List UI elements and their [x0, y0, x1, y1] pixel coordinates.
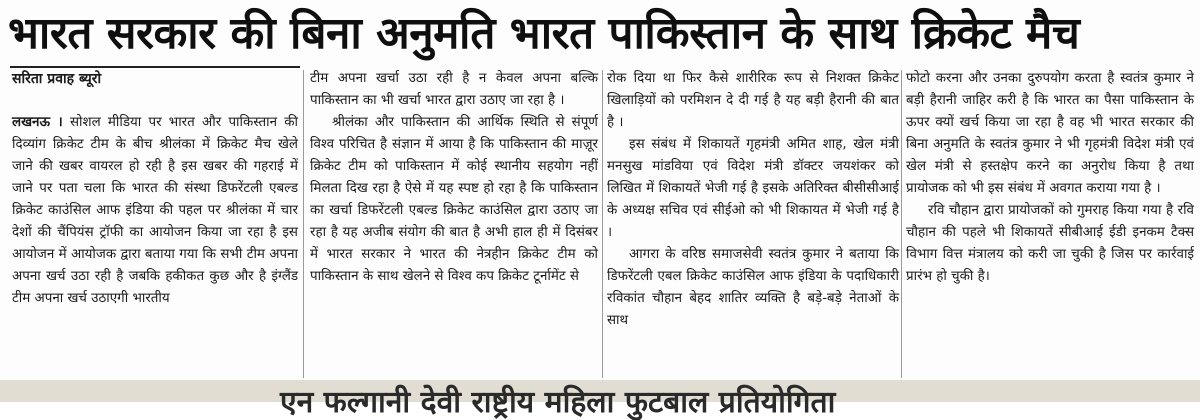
article-column-3 [607, 68, 899, 378]
article-paragraph [12, 112, 298, 310]
article-paragraph: टीम अपना खर्चा उठा रही है न केवल अपना बल्कि पाकिस्तान का भी खर्चा भारत द्वारा उठाए जा रहा है । [310, 71, 598, 108]
article-paragraph: आगरा के वरिष्ठ समाजसेवी स्वतंत्र कुमार ने बताया कि डिफरेंटली एबल क्रिकेट काउंसिल आफ इंडिया के पदाधिकारी रविकांत चौहान बेहद शातिर व्यक्ति है बड़े-बड़े नेताओं के साथ [607, 247, 899, 328]
next-article-band [0, 380, 1200, 420]
byline: सरिता प्रवाह ब्यूरो [12, 71, 102, 87]
article-paragraph: फोटो करना और उनका दुरुपयोग करता है स्वतंत्र कुमार ने बड़ी हैरानी जाहिर करी है कि भारत का पैसा पाकिस्तान के ऊपर क्यों खर्च किया जा रहा है वह भी भारत सरकार की बिना अनुमति के स्वतंत्र कुमार ने भी गृहमंत्री विदेश मंत्री एवं खेल मंत्री से हस्तक्षेप करने का अनुरोध किया है तथा प्रायोजक को भी इस संबंध में अवगत कराया गया है । [906, 71, 1194, 196]
article-paragraph: रोक दिया था फिर कैसे शारीरिक रूप से निशक्त क्रिकेट खिलाड़ियों को परमिशन दे दी गई है यह बड़ी हैरानी की बात है । [607, 71, 899, 130]
column-rule-1 [303, 70, 304, 378]
article-paragraph: रवि चौहान द्वारा प्रायोजकों को गुमराह किया गया है रवि चौहान की पहले भी शिकायतें सीबीआई ईडी इनकम टैक्स विभाग वित्त मंत्रालय को करी जा चुकी है जिस पर कार्रवाई प्रारंभ हो चुकी है। [906, 203, 1194, 284]
column-rule-3 [901, 70, 902, 378]
dateline: लखनऊ । [12, 115, 63, 130]
article-column-1 [12, 68, 298, 378]
article-column-2 [310, 68, 598, 378]
headline: भारत सरकार की बिना अनुमति भारत पाकिस्तान के साथ क्रिकेट मैच [8, 8, 1080, 59]
paragraph-text: सोशल मीडिया पर भारत और पाकिस्तान की दिव्यांग क्रिकेट टीम के बीच श्रीलंका में क्रिकेट मैच खेले जाने की खबर वायरल हो रही है इस खबर की गहराई में जाने पर पता चला कि भारत की संस्था डिफरेंटली एबल्ड क्रिकेट काउंसिल आफ इंडिया की पहल पर श्रीलंका में चार देशों की चैंपियंस ट्रॉफी का आयोजन किया जा रहा है इस आयोजन में आयोजक द्वारा बताया गया कि सभी टीम अपना अपना खर्च उठा रही है जबकि हकीकत कुछ और है इंग्लैंड टीम अपना खर्च उठाएगी भारतीय [12, 115, 299, 306]
article-paragraph: इस संबंध में शिकायतें गृहमंत्री अमित शाह, खेल मंत्री मनसुख मांडविया एवं विदेश मंत्री डॉक्टर जयशंकर को लिखित में शिकायतें भेजी गई है इसके अतिरिक्त बीसीसीआई के अध्यक्ष सचिव एवं सीईओ को भी शिकायत में भेजी गई है । [607, 137, 899, 240]
article-column-4 [906, 68, 1194, 378]
column-rule-2 [602, 70, 603, 378]
next-article-headline: एन फल्गानी देवी राष्ट्रीय महिला फुटबाल प्रतियोगिता [280, 385, 836, 420]
article-paragraph: श्रीलंका और पाकिस्तान की आर्थिक स्थिति से संपूर्ण विश्व परिचित है संज्ञान में आया है कि पाकिस्तान की माज़ूर क्रिकेट टीम को पाकिस्तान में कोई स्थानीय सहयोग नहीं मिलता दिख रहा है ऐसे में यह स्पष्ट हो रहा है कि पाकिस्तान का खर्चा डिफरेंटली एबल्ड क्रिकेट काउंसिल द्वारा उठाए जा रहा है यह अजीब संयोग की बात है अभी हाल ही में दिसंबर में भारत सरकार ने भारत की नेत्रहीन क्रिकेट टीम को पाकिस्तान के साथ खेलने से विश्व कप क्रिकेट टूर्नामेंट से [310, 115, 598, 284]
